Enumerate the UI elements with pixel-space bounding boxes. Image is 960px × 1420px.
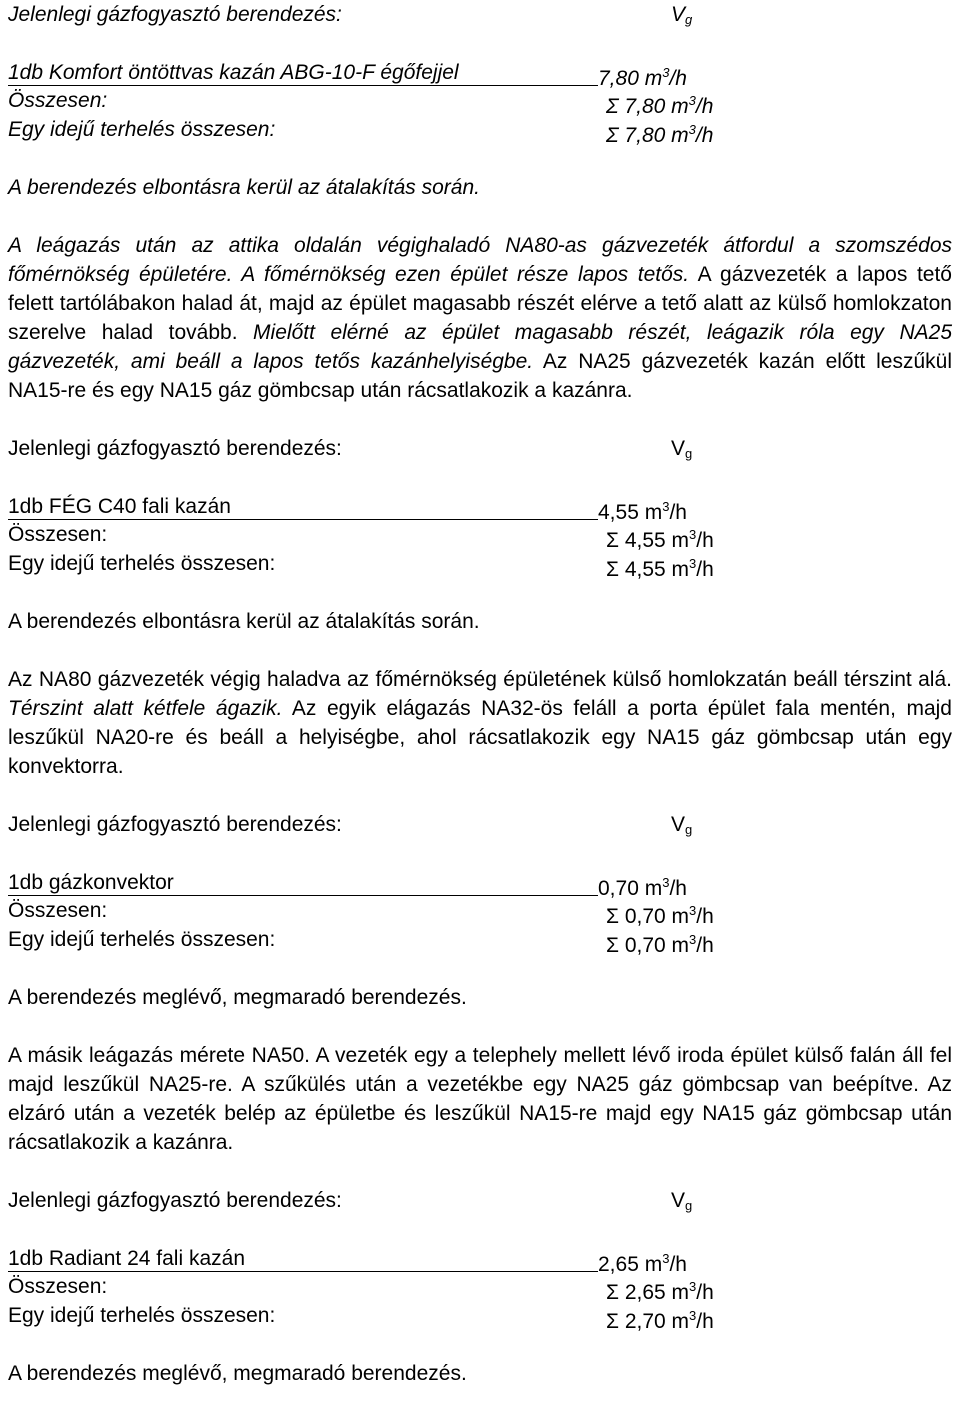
header-label: Jelenlegi gázfogyasztó berendezés: bbox=[8, 1189, 342, 1212]
header-label: Jelenlegi gázfogyasztó berendezés: bbox=[8, 3, 342, 26]
paragraph-2: Az NA80 gázvezeték végig haladva az főmérnökség épületének külső homlokzatán beáll térszint alá. Térszint alatt kétfele ágazik. Az egyik elágazás NA32-ös feláll a porta épület fala mentén, majd leszűkül NA20-re és beáll a helyiségbe, ahol rácsatlakozik egy NA15 gáz gömbcsap után egy konvektorra. bbox=[8, 668, 952, 778]
device-value: 7,80 $m^3/h$ bbox=[598, 65, 687, 90]
section-4 bbox=[8, 1186, 952, 1388]
total-value: Σ 0,70 $m^3/h$ bbox=[606, 903, 714, 928]
total-label: Összesen: bbox=[8, 523, 108, 546]
section-note: A berendezés meglévő, megmaradó berendezés. bbox=[8, 986, 467, 1009]
device-row bbox=[8, 492, 687, 524]
flow-symbol: $V_g$ bbox=[671, 3, 693, 27]
simultaneous-value: Σ 7,80 $m^3/h$ bbox=[606, 122, 714, 147]
section-note: A berendezés elbontásra kerül az átalakítás során. bbox=[8, 176, 480, 199]
total-label: Összesen: bbox=[8, 89, 108, 112]
total-label: Összesen: bbox=[8, 1275, 108, 1298]
simultaneous-row bbox=[8, 925, 952, 957]
paragraph-3: A másik leágazás mérete NA50. A vezeték egy a telephely mellett lévő iroda épület külső falán áll fel majd leszűkül NA25-re. A szűkülés után a vezetékbe egy NA25 gáz gömbcsap van beépítve. Az elzáró után a vezeték belép az épületbe és leszűkül NA15-re majd egy NA15 gáz gömbcsap után rácsatlakozik a kazánra. bbox=[8, 1044, 952, 1154]
total-row bbox=[8, 86, 952, 118]
simultaneous-value: Σ 2,70 $m^3/h$ bbox=[606, 1308, 714, 1333]
device-name: 1db FÉG C40 fali kazán bbox=[8, 495, 231, 518]
simultaneous-label: Egy idejű terhelés összesen: bbox=[8, 118, 276, 141]
total-value: Σ 7,80 $m^3/h$ bbox=[606, 93, 714, 118]
simultaneous-label: Egy idejű terhelés összesen: bbox=[8, 552, 276, 575]
section-1 bbox=[8, 0, 952, 202]
device-value: 2,65 $m^3/h$ bbox=[598, 1251, 687, 1276]
flow-symbol: $V_g$ bbox=[671, 437, 693, 461]
device-name: 1db Radiant 24 fali kazán bbox=[8, 1247, 245, 1270]
header-label: Jelenlegi gázfogyasztó berendezés: bbox=[8, 813, 342, 836]
simultaneous-value: Σ 0,70 $m^3/h$ bbox=[606, 932, 714, 957]
section-header bbox=[8, 434, 952, 463]
simultaneous-value: Σ 4,55 $m^3/h$ bbox=[606, 556, 714, 581]
device-value: 4,55 $m^3/h$ bbox=[598, 499, 687, 524]
flow-symbol: $V_g$ bbox=[671, 1189, 693, 1213]
section-header bbox=[8, 1186, 952, 1215]
device-row bbox=[8, 868, 687, 900]
device-value: 0,70 $m^3/h$ bbox=[598, 875, 687, 900]
device-row bbox=[8, 58, 687, 90]
section-3 bbox=[8, 810, 952, 1012]
total-label: Összesen: bbox=[8, 899, 108, 922]
total-row bbox=[8, 896, 952, 928]
section-note: A berendezés meglévő, megmaradó berendezés. bbox=[8, 1362, 467, 1385]
simultaneous-row bbox=[8, 549, 952, 581]
section-header bbox=[8, 810, 952, 839]
total-row bbox=[8, 1272, 952, 1304]
flow-symbol: $V_g$ bbox=[671, 813, 693, 837]
simultaneous-label: Egy idejű terhelés összesen: bbox=[8, 928, 276, 951]
header-label: Jelenlegi gázfogyasztó berendezés: bbox=[8, 437, 342, 460]
simultaneous-row bbox=[8, 115, 952, 147]
device-name: 1db Komfort öntöttvas kazán ABG-10-F égőfejjel bbox=[8, 61, 459, 84]
simultaneous-label: Egy idejű terhelés összesen: bbox=[8, 1304, 276, 1327]
section-2 bbox=[8, 434, 952, 636]
device-row bbox=[8, 1244, 687, 1276]
section-note: A berendezés elbontásra kerül az átalakítás során. bbox=[8, 610, 480, 633]
total-value: Σ 2,65 $m^3/h$ bbox=[606, 1279, 714, 1304]
simultaneous-row bbox=[8, 1301, 952, 1333]
total-row bbox=[8, 520, 952, 552]
section-header bbox=[8, 0, 952, 29]
total-value: Σ 4,55 $m^3/h$ bbox=[606, 527, 714, 552]
device-name: 1db gázkonvektor bbox=[8, 871, 174, 894]
paragraph-1: A leágazás után az attika oldalán végighaladó NA80-as gázvezeték átfordul a szomszédos főmérnökség épületére. A főmérnökség ezen épület része lapos tetős. A gázvezeték a lapos tető felett tartólábakon halad át, majd az épület magasabb részét elérve a tető alatt az külső homlokzaton szerelve halad tovább. Mielőtt elérné az épület magasabb részét, leágazik róla egy NA25 gázvezeték, ami beáll a lapos tetős kazánhelyiségbe. Az NA25 gázvezeték kazán előtt leszűkül NA15-re és egy NA15 gáz gömbcsap után rácsatlakozik a kazánra. bbox=[8, 234, 952, 402]
